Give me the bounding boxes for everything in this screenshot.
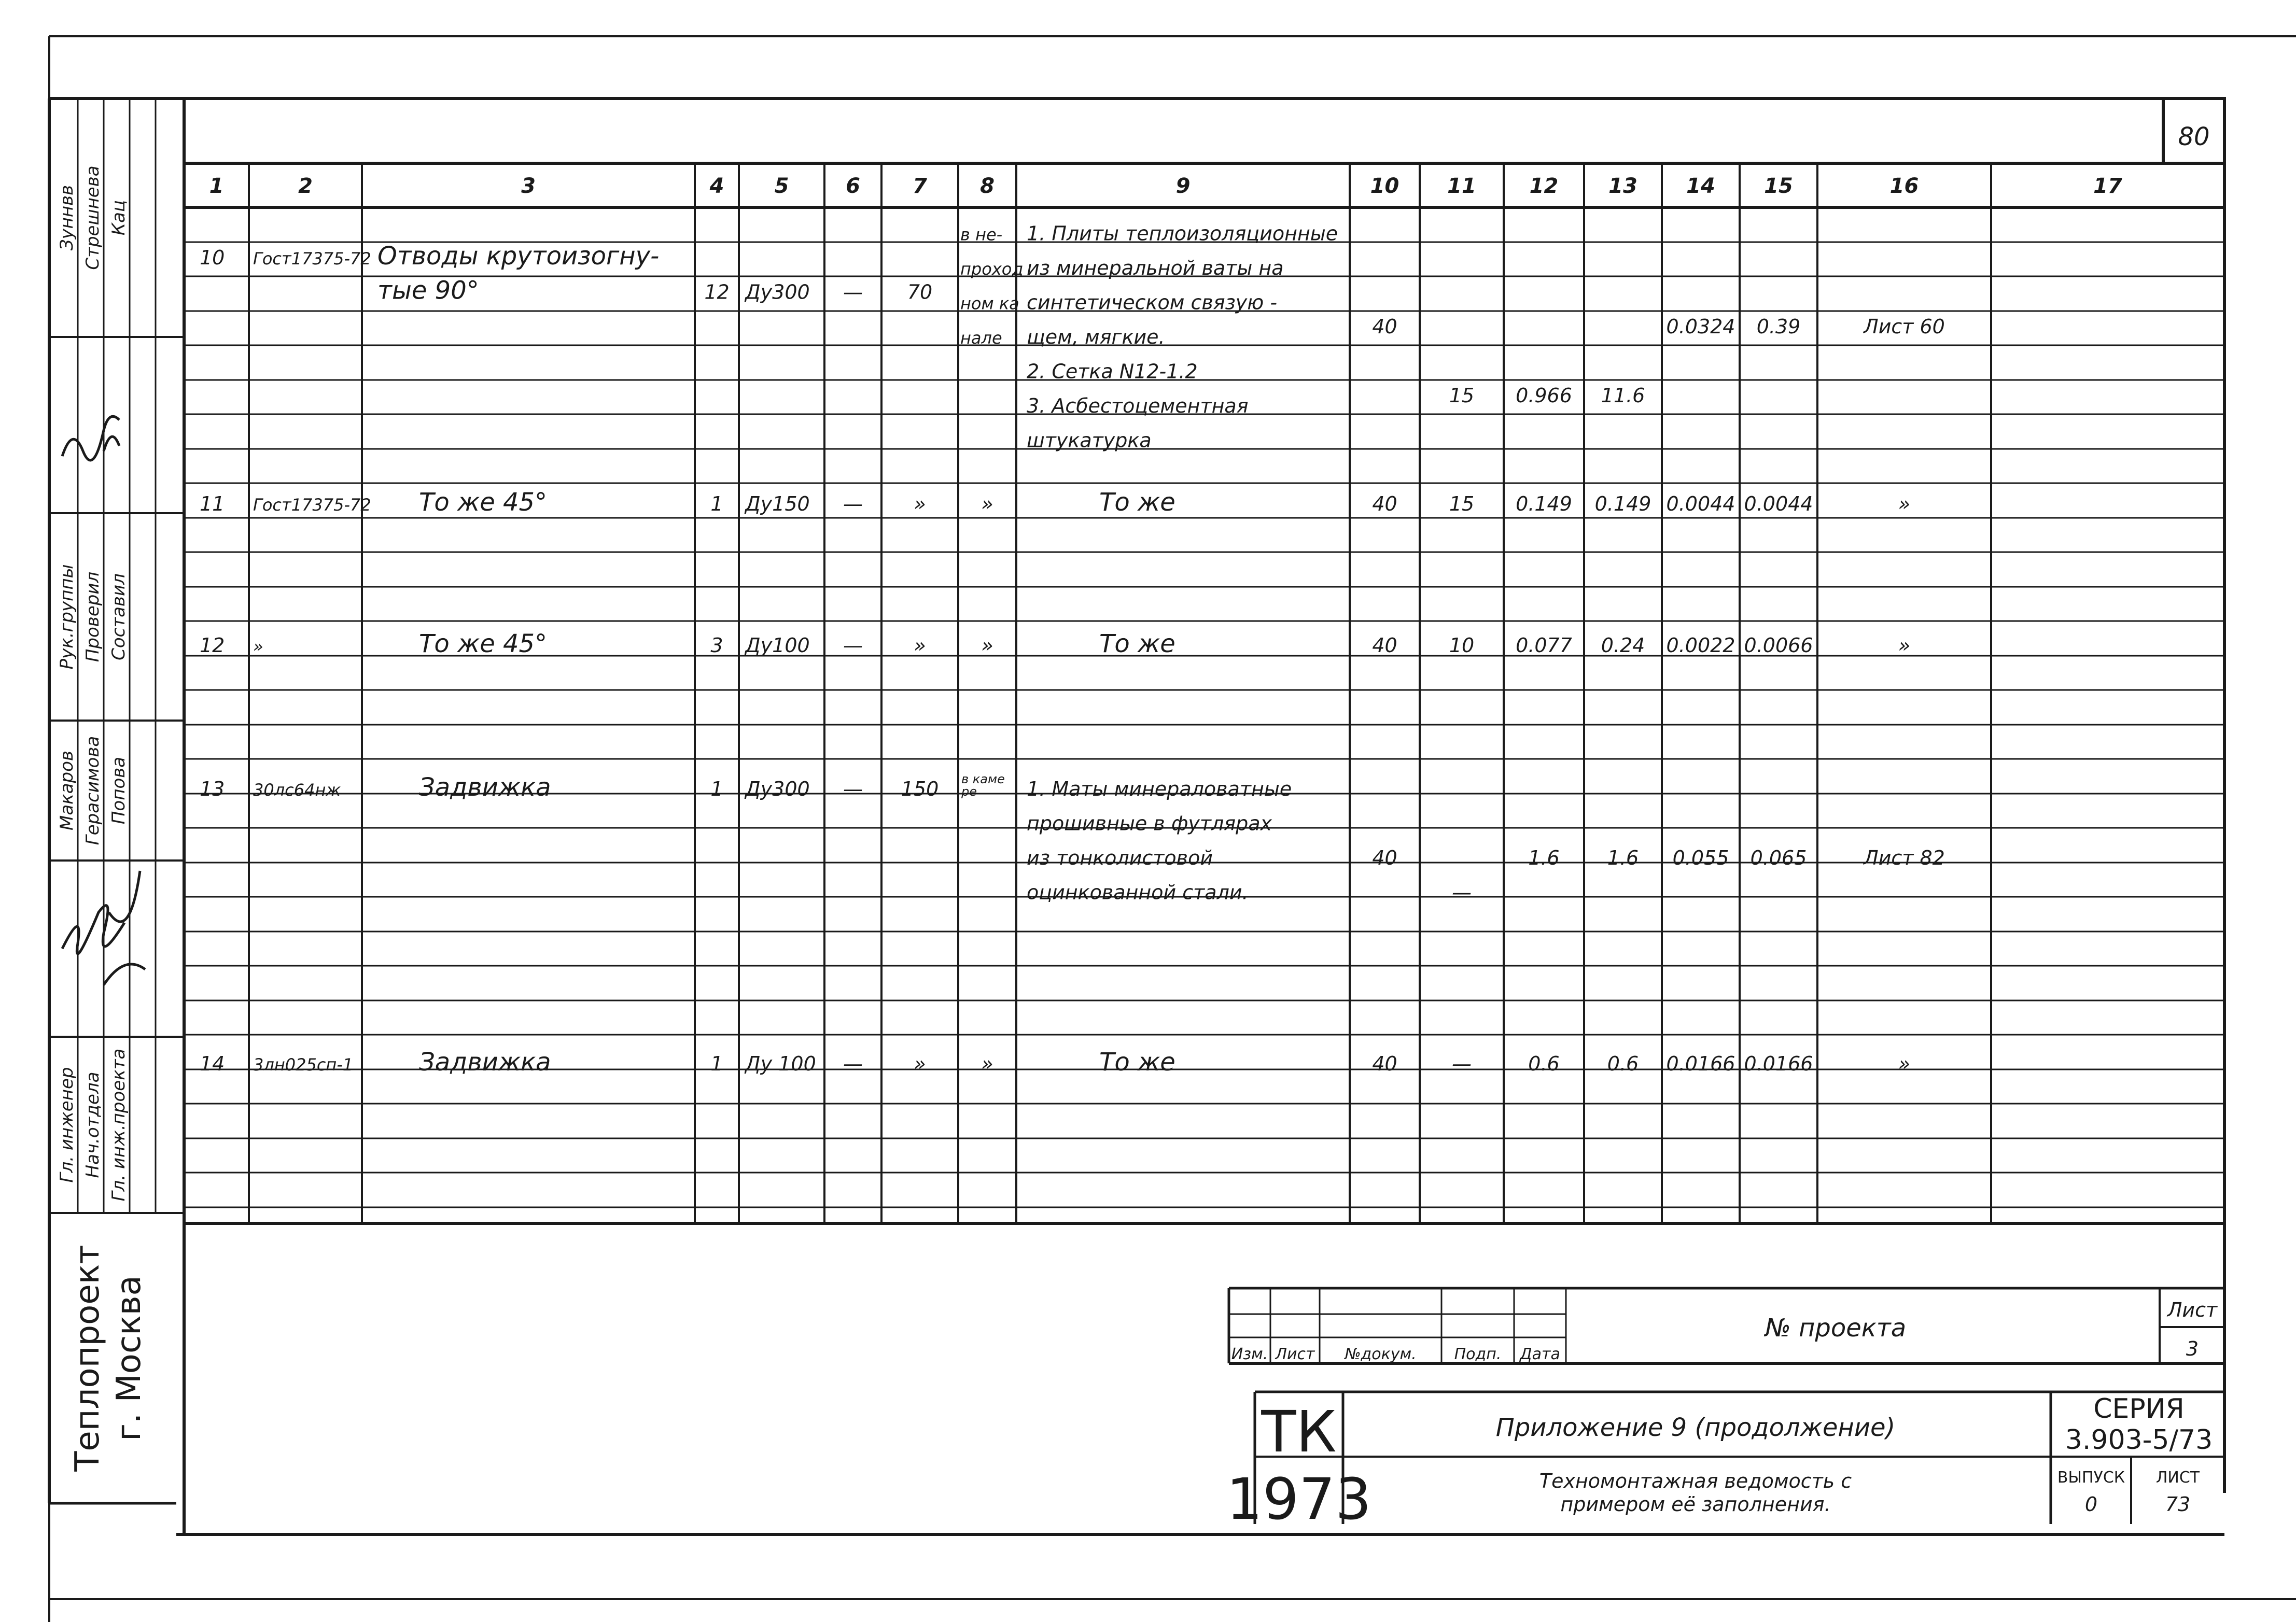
column-number-7: 7 xyxy=(913,174,927,198)
column-number-12: 12 xyxy=(1529,174,1559,198)
column-number-5: 5 xyxy=(774,174,789,198)
location-text: » xyxy=(981,634,993,657)
col10-value: 40 xyxy=(1372,492,1397,515)
col15-value: 0.0166 xyxy=(1744,1052,1813,1075)
column-number-1: 1 xyxy=(209,174,224,198)
col11-value: 10 xyxy=(1449,634,1475,657)
nominal-diameter: Ду300 xyxy=(745,778,810,800)
insulation-text: синтетическом связую - xyxy=(1027,291,1278,314)
org-name: Теплопроект xyxy=(68,1245,107,1472)
col11-value: 15 xyxy=(1449,384,1475,407)
signature-role: Рук.группы xyxy=(57,564,77,670)
col16-value: » xyxy=(1898,1052,1911,1075)
signature-role: Гл. инженер xyxy=(57,1067,77,1183)
col6-value: — xyxy=(843,1052,863,1075)
signature-role: Гл. инж.проекта xyxy=(108,1048,129,1202)
nominal-diameter: Ду100 xyxy=(745,634,810,657)
col13-value: 0.24 xyxy=(1601,634,1645,657)
insulation-text: прошивные в футлярах xyxy=(1027,812,1272,835)
col10-value: 40 xyxy=(1372,1052,1397,1075)
issue-label: ВЫПУСК xyxy=(2057,1469,2125,1487)
quantity: 12 xyxy=(704,280,730,304)
col16-value: » xyxy=(1898,492,1911,515)
row-number: 13 xyxy=(200,778,225,800)
insulation-text: из тонколистовой xyxy=(1027,847,1213,869)
col14-value: 0.0324 xyxy=(1666,315,1735,338)
insulation-text: То же xyxy=(1099,629,1175,658)
insulation-text: То же xyxy=(1099,1048,1175,1077)
column-number-10: 10 xyxy=(1370,174,1399,198)
description-line: Техномонтажная ведомость с xyxy=(1539,1470,1852,1492)
row-number: 10 xyxy=(200,246,225,269)
row-number: 11 xyxy=(200,492,225,515)
code-top: ТК xyxy=(1261,1399,1337,1465)
issue-value: 0 xyxy=(2084,1493,2098,1516)
appendix-title: Приложение 9 (продолжение) xyxy=(1495,1413,1896,1442)
location-text: ном ка xyxy=(960,293,1019,314)
org-city: г. Москва xyxy=(110,1275,148,1441)
quantity: 1 xyxy=(710,492,723,515)
location-text: нале xyxy=(960,328,1002,348)
column-number-4: 4 xyxy=(709,174,724,198)
quantity: 3 xyxy=(710,634,723,657)
list-label: ЛИСТ xyxy=(2155,1469,2200,1487)
col11-value: — xyxy=(1452,881,1472,904)
gost-code: Гост17375-72 xyxy=(253,495,371,515)
project-number-label: № проекта xyxy=(1765,1314,1907,1343)
signature-role: Нач.отдела xyxy=(82,1071,103,1178)
col14-value: 0.0166 xyxy=(1666,1052,1735,1075)
revision-header: Подп. xyxy=(1454,1345,1502,1363)
signature-role: Проверил xyxy=(82,571,103,662)
col14-value: 0.0044 xyxy=(1666,492,1735,515)
revision-header: Изм. xyxy=(1231,1345,1268,1363)
insulation-text: оцинкованной стали. xyxy=(1027,881,1249,904)
col7-value: » xyxy=(914,634,926,657)
col7-value: 70 xyxy=(907,280,933,304)
col12-value: 0.077 xyxy=(1516,634,1572,657)
location-text: » xyxy=(981,492,993,515)
col13-value: 11.6 xyxy=(1601,384,1645,407)
col7-value: » xyxy=(914,1052,926,1075)
signature-role: Попова xyxy=(108,756,129,825)
col6-value: — xyxy=(843,778,863,800)
signature-role: Кац xyxy=(108,200,129,236)
col13-value: 1.6 xyxy=(1607,847,1639,869)
gost-code: 30лс64нж xyxy=(253,780,341,800)
col13-value: 0.149 xyxy=(1594,492,1651,515)
col7-value: » xyxy=(914,492,926,515)
insulation-text: 1. Маты минераловатные xyxy=(1027,778,1292,800)
item-name: То же 45° xyxy=(419,629,548,658)
table-row xyxy=(200,1048,1910,1077)
insulation-text: из минеральной ваты на xyxy=(1027,257,1284,279)
location-text: в не- xyxy=(960,224,1003,245)
column-number-16: 16 xyxy=(1889,174,1919,198)
signature-role: Стрешнева xyxy=(82,165,103,270)
insulation-text: 3. Асбестоцементная xyxy=(1027,394,1249,417)
col13-value: 0.6 xyxy=(1607,1052,1639,1075)
col7-value: 150 xyxy=(901,778,939,800)
item-name: Задвижка xyxy=(419,1048,551,1077)
col15-value: 0.065 xyxy=(1750,847,1807,869)
nominal-diameter: Ду300 xyxy=(745,280,810,304)
sheet-number: 80 xyxy=(2178,122,2210,151)
col10-value: 40 xyxy=(1372,315,1397,338)
table-row xyxy=(200,772,1945,904)
signature-sidebar xyxy=(49,98,184,1472)
col15-value: 0.39 xyxy=(1756,315,1801,338)
quantity: 1 xyxy=(710,1052,723,1075)
code-year: 1973 xyxy=(1226,1466,1371,1532)
col16-value: Лист 60 xyxy=(1864,315,1945,338)
revision-header: Дата xyxy=(1520,1345,1560,1363)
col11-value: — xyxy=(1452,1052,1472,1075)
signature-role: Зуннвв xyxy=(57,185,77,251)
list-value: 73 xyxy=(2165,1493,2191,1516)
nominal-diameter: Ду150 xyxy=(745,492,810,515)
col12-value: 1.6 xyxy=(1528,847,1560,869)
column-number-17: 17 xyxy=(2093,174,2122,198)
col15-value: 0.0044 xyxy=(1744,492,1813,515)
col6-value: — xyxy=(843,634,863,657)
insulation-text: 2. Сетка N12-1.2 xyxy=(1027,360,1198,383)
col10-value: 40 xyxy=(1372,634,1397,657)
col11-value: 15 xyxy=(1449,492,1475,515)
quantity: 1 xyxy=(710,778,723,800)
item-name: тые 90° xyxy=(377,276,479,305)
table-row xyxy=(200,629,1910,658)
gost-code: 3лн025сп-1 xyxy=(253,1055,354,1075)
insulation-text: штукатурка xyxy=(1027,429,1152,452)
column-number-11: 11 xyxy=(1447,174,1476,198)
table-cells xyxy=(200,222,1945,1077)
row-number: 14 xyxy=(200,1052,225,1075)
col15-value: 0.0066 xyxy=(1744,634,1813,657)
signature-role: Составил xyxy=(108,573,129,660)
col14-value: 0.0022 xyxy=(1666,634,1735,657)
series-value: 3.903-5/73 xyxy=(2065,1424,2213,1456)
revision-header: Лист xyxy=(1275,1345,1315,1363)
description-line: примером её заполнения. xyxy=(1560,1493,1831,1516)
table-row xyxy=(200,222,1945,452)
signature-role: Макаров xyxy=(57,751,77,830)
column-number-15: 15 xyxy=(1764,174,1793,198)
column-number-13: 13 xyxy=(1608,174,1637,198)
col16-value: Лист 82 xyxy=(1864,847,1945,869)
sheet-value: 3 xyxy=(2186,1337,2199,1360)
column-number-6: 6 xyxy=(846,174,860,198)
location-text: » xyxy=(981,1052,993,1075)
nominal-diameter: Ду 100 xyxy=(745,1052,816,1075)
insulation-text: То же xyxy=(1099,488,1175,517)
col12-value: 0.966 xyxy=(1516,384,1572,407)
title-block-stamp xyxy=(1226,1288,2224,1532)
column-number-8: 8 xyxy=(980,174,995,198)
col14-value: 0.055 xyxy=(1672,847,1729,869)
signature-role: Герасимова xyxy=(82,736,103,845)
item-name: Задвижка xyxy=(419,773,551,802)
column-number-2: 2 xyxy=(298,174,313,198)
col12-value: 0.149 xyxy=(1516,492,1572,515)
item-name: Отводы крутоизогну- xyxy=(377,242,660,271)
insulation-text: щем, мягкие. xyxy=(1027,326,1165,348)
column-number-9: 9 xyxy=(1175,174,1191,198)
gost-code: » xyxy=(253,637,263,656)
item-name: То же 45° xyxy=(419,488,548,517)
row-number: 12 xyxy=(200,634,225,657)
handwritten-signature xyxy=(62,416,119,460)
location-text: ре xyxy=(961,784,977,799)
table-row xyxy=(200,488,1910,517)
insulation-text: 1. Плиты теплоизоляционные xyxy=(1027,222,1338,245)
location-text: в каме xyxy=(961,772,1005,786)
sheet-label: Лист xyxy=(2167,1299,2218,1321)
revision-header: №докум. xyxy=(1345,1345,1417,1363)
col6-value: — xyxy=(843,280,863,304)
series-label: СЕРИЯ xyxy=(2093,1393,2185,1424)
column-header-row xyxy=(209,174,2122,198)
col16-value: » xyxy=(1898,634,1911,657)
col6-value: — xyxy=(843,492,863,515)
location-text: проход xyxy=(960,259,1024,279)
col10-value: 40 xyxy=(1372,847,1397,869)
column-number-14: 14 xyxy=(1686,174,1715,198)
gost-code: Гост17375-72 xyxy=(253,249,371,269)
column-number-3: 3 xyxy=(521,174,536,198)
col12-value: 0.6 xyxy=(1528,1052,1560,1075)
